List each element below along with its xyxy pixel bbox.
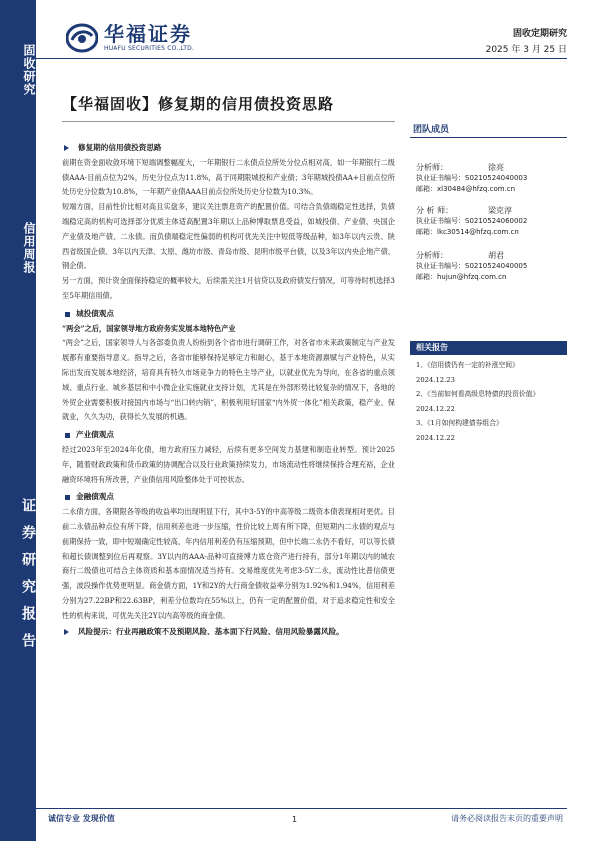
email-link[interactable]: lkc30514@hfzq.com.cn	[437, 228, 519, 236]
footer-divider	[36, 808, 567, 809]
page-title: 【华福固收】修复期的信用债投资思路	[62, 95, 335, 113]
title-divider	[62, 121, 395, 122]
related-report-title[interactable]: 1、《信用债仍有一定的补涨空间》	[416, 361, 519, 369]
related-report-date: 2024.12.22	[416, 433, 455, 442]
brand-name-en: HUAFU SECURITIES CO.,LTD.	[104, 45, 195, 52]
email-label: 邮箱：	[416, 185, 437, 193]
related-reports-heading: 相关报告	[410, 341, 567, 355]
related-report-title[interactable]: 2、《当前如何看高级息特债的投资价值》	[416, 390, 540, 398]
related-report-item[interactable]	[416, 358, 566, 387]
cert-number: S0210524040005	[465, 262, 528, 270]
report-type: 固收定期研究	[512, 29, 567, 39]
team-heading: 团队成员	[413, 125, 450, 135]
paragraph: 二永债方面，各期限各等级的收益率均出现明显下行，其中3-5Y的中高等级二级资本债表现相对更优。目前二永债品种点位有所下降，信用利差也进一步压缩，性价比较上周有所下降，但短期内二永债的观点与前期保持一致，即中短端确定性较高，年内信用利差仍有压缩预期，但中长端二永仍不看好，可以等长债和超长债调整到位后再观察。3Y以内的AAA-品种可直接博力底仓资产进行持有，部分1年期以内的城农商行二级债也可结合主体资质和基本面情况适当持有。交易维度优先考虑3-5Y二永，流动性比普信债更强，波段操作优势更明显。商金债方面，1Y和2Y的大行商金债收益率分别为1.92%和1.94%，信用利差分别为27.22BP和22.63BP，利差分位数均在55%以上，仍有一定的配置价值，对于追求稳定性和安全性的机构来说，可优先关注2Y以内高等级的商金债。	[62, 507, 395, 620]
section-heading-investment: 修复期的信用债投资思路	[62, 141, 395, 156]
email-label: 邮箱：	[416, 273, 437, 281]
left-sidebar-band	[0, 0, 36, 841]
analyst-card	[416, 205, 566, 238]
related-report-item[interactable]	[416, 416, 566, 445]
section-heading-financial: 金融债观点	[62, 490, 395, 505]
paragraph: 经过2023年至2024年化债，地方政府压力减轻，后续有更多空间发力基建和制造业转型。预计2025年，随着财政政策和货币政策的协调配合以及行业政策持续发力，市场流动性将继续保持合理充裕，企业融资环境将有所改善，产业债信用风险整体处于可控状态。	[62, 444, 395, 484]
cert-label: 执业证书编号：	[416, 262, 465, 270]
paragraph: 短端方面，目前性价比相对高且实盘多，建议关注票息资产的配置价值。可结合负债端稳定性选择，负债端稳定高的机构可选择部分优质主体适高配置3年期以上品种博取票息受益，如城投债、产业债、央国企产业债及地产债、二永债。而负债端稳定性偏弱的机构可优先关注中短低等级品种，如3年以内云贵、陕西省级国企债、3年以内天津、太原、潍坊市级、青岛市级、昆明市级平台债，以及3年以内央企地产债、钢企债。	[62, 202, 395, 271]
report-body	[62, 141, 395, 639]
footer-disclaimer: 请务必阅读报告末页的重要声明	[451, 814, 563, 823]
analyst-card	[416, 250, 566, 283]
report-date: 2025 年 3 月 25 日	[485, 45, 567, 55]
analyst-name: 徐亮	[488, 163, 504, 172]
cert-number: S0210524040003	[465, 174, 528, 182]
header-divider	[36, 58, 567, 59]
related-report-date: 2024.12.23	[416, 375, 455, 384]
paragraph: 另一方面，预计资金面保持稳定的概率较大，后续需关注1月信贷以及政府债发行情况，可等待时机选择3至5年期信用债。	[62, 276, 395, 300]
paragraph: 前期在资金面收敛环境下短端调整幅度大，一年期银行二永债点位所处分位点相对高，如一年期银行二级债AAA-目前点位为2%，历史分位点为11.8%，高于同期限城投和产业债；3年期城投债AA+目前点位所处历史分位数为10.8%，一年期产业债AAA目前点位所处历史分位数为10.3%。	[62, 157, 395, 197]
analyst-role: 分析师：	[416, 163, 448, 172]
brand-logo-icon	[66, 22, 98, 54]
risk-label: 风险提示：	[78, 626, 116, 636]
footer-slogan: 诚信专业 发现价值	[48, 814, 115, 823]
email-label: 邮箱：	[416, 228, 437, 236]
sidebar-label-research-report: 证券研究报告	[20, 498, 36, 660]
risk-text: 行业再融政策不及预期风险、基本面下行风险、信用风险暴露风险。	[115, 626, 344, 636]
analyst-role: 分析师：	[416, 251, 448, 260]
page-number: 1	[292, 815, 298, 824]
email-link[interactable]: xl30484@hfzq.com.cn	[437, 185, 516, 193]
analyst-card	[416, 162, 566, 195]
sidebar-label-fixed-income: 固收研究	[22, 44, 36, 96]
related-report-date: 2024.12.22	[416, 404, 455, 413]
paragraph: “两会”之后，国家领导人与各部委负责人纷纷到各个省市进行调研工作，对各省市未来政策制定与产业发展都有重要指导意义。指导之后，各省市能够保持足够定力和耐心，基于本地资源禀赋与产业特色，从实际出发而发展本地经济，培育具有特久市场竞争力的特色主导产业，以就业优先为导向，在各省的重点领域、重点行业、城乡基层和中小微企业实施就业支持计划，尤其是在外部形势比较复杂的情况下，各地的外贸企业需要积极对接国内市场与“出口转内销”，积极利用好国家“内外贸一体化”相关政策，稳产业、保就业，久久为功，获得长久发展的机遇。	[62, 338, 395, 422]
email-link[interactable]: hujun@hfzq.com.cn	[437, 273, 507, 281]
analyst-name: 胡君	[488, 251, 504, 260]
brand-name-cn: 华福证券	[104, 22, 192, 46]
section-heading-industrial: 产业债观点	[62, 428, 395, 443]
section-lead: “两会”之后，国家领导地方政府务实发展本地特色产业	[62, 323, 236, 333]
related-report-item[interactable]	[416, 387, 566, 416]
cert-label: 执业证书编号：	[416, 174, 465, 182]
team-divider	[410, 137, 567, 138]
section-heading-chengtou: 城投债观点	[62, 307, 395, 322]
sidebar-label-credit-weekly: 信用周报	[22, 222, 36, 274]
analyst-role: 分 析 师：	[416, 206, 454, 215]
cert-label: 执业证书编号：	[416, 217, 465, 225]
related-report-title[interactable]: 3、《1月如何构建债券组合》	[416, 419, 503, 427]
analyst-name: 梁克淳	[488, 206, 512, 215]
cert-number: S0210524060002	[465, 217, 528, 225]
risk-warning	[62, 625, 395, 640]
